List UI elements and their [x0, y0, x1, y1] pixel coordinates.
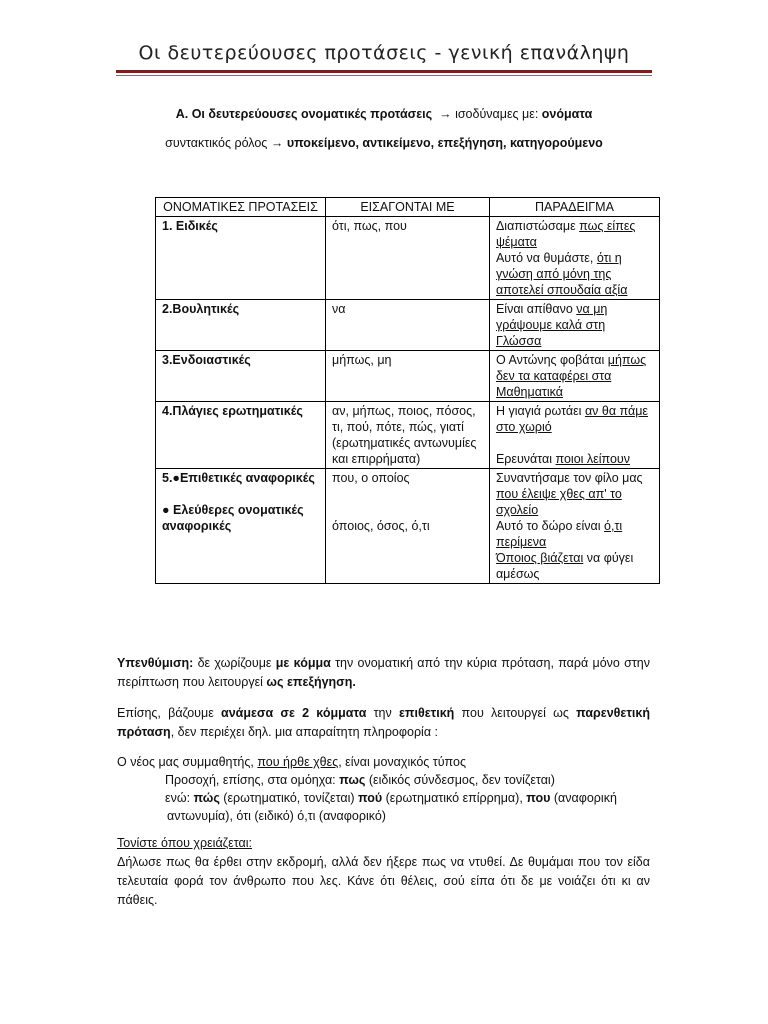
table-row: [156, 351, 660, 402]
table-row: [156, 300, 660, 351]
clause-type: 1. Ειδικές: [156, 217, 326, 300]
table-row: [156, 217, 660, 300]
reminder-paragraph: Υπενθύμιση: δε χωρίζουμε με κόμμα την ονοματική από την κύρια πρόταση, παρά μόνο στην περίπτωση που λειτουργεί ως επεξήγηση.: [117, 656, 650, 689]
exercise-section: [117, 834, 650, 910]
exercise-text: Δήλωσε πως θα έρθει στην εκδρομή, αλλά δεν ήξερε πως να ντυθεί. Δε θυμάμαι που τον είδα τελευταία φορά τον άνθρωπο που λες. Κάνε ότι θέλεις, σού είπα ότι δε με νοιάζει ότι κι αν πάθεις.: [117, 855, 650, 907]
clause-type: 5.●Επιθετικές αναφορικές ● Ελεύθερες ονοματικές αναφορικές: [156, 469, 326, 584]
table-header: ΟΝΟΜΑΤΙΚΕΣ ΠΡΟΤΑΣΕΙΣ: [156, 198, 326, 217]
clause-example: Είναι απίθανο να μη γράψουμε καλά στη Γλώσσα: [489, 300, 659, 351]
example-paragraph: Ο νέος μας συμμαθητής, που ήρθε χθες, είναι μοναχικός τύπος Προσοχή, επίσης, στα ομόηχα: πως (ειδικός σύνδεσμος, δεν τονίζεται) ενώ: πώς (ερωτηματικό, τονίζεται) πού (ερωτηματικό επίρρημα), που (αναφορική αντωνυμία), ότι (ειδικό) ό,τι (αναφορικό): [117, 755, 617, 823]
clause-type: 2.Βουλητικές: [156, 300, 326, 351]
clause-intro: αν, μήπως, ποιος, πόσος, τι, πού, πότε, πώς, γιατί (ερωτηματικές αντωνυμίες και επιρρήματα): [326, 402, 490, 469]
section-a-line2: συντακτικός ρόλος → υποκείμενο, αντικείμενο, επεξήγηση, κατηγορούμενο: [165, 136, 603, 150]
header-rule-thin: [116, 75, 652, 76]
clause-intro: να: [326, 300, 490, 351]
arrow-icon: →: [270, 136, 284, 150]
clause-example: Συναντήσαμε τον φίλο μας που έλειψε χθες απ' το σχολείο Αυτό το δώρο είναι ό,τι περίμενα Όποιος βιάζεται να φύγει αμέσως: [489, 469, 659, 584]
clauses-table: [155, 197, 660, 584]
also-paragraph: Επίσης, βάζουμε ανάμεσα σε 2 κόμματα την επιθετική που λειτουργεί ως παρενθετική πρόταση, δεν περιέχει δηλ. μια απαραίτητη πληροφορία :: [117, 706, 651, 739]
table-header: ΠΑΡΑΔΕΙΓΜΑ: [489, 198, 659, 217]
table-row: [156, 402, 660, 469]
page-title: Οι δευτερεύουσες προτάσεις - γενική επανάληψη: [138, 42, 630, 64]
section-a-line1: Α. Οι δευτερεύουσες ονοματικές προτάσεις → ισοδύναμες με: ονόματα: [175, 107, 593, 121]
arrow-icon: →: [439, 107, 452, 121]
clause-intro: μήπως, μη: [326, 351, 490, 402]
section-a-title: Α. Οι δευτερεύουσες ονοματικές προτάσεις: [175, 107, 433, 121]
clause-example: Η γιαγιά ρωτάει αν θα πάμε στο χωριό Ερευνάται ποιοι λείπουν: [489, 402, 659, 469]
table-row: [156, 469, 660, 584]
table-header-row: [156, 198, 660, 217]
clause-intro: ότι, πως, που: [326, 217, 490, 300]
table-header: ΕΙΣΑΓΟΝΤΑΙ ΜΕ: [326, 198, 490, 217]
header-rule: [116, 70, 652, 73]
clause-intro: που, ο οποίος όποιος, όσος, ό,τι: [326, 469, 490, 584]
clause-type: 3.Ενδοιαστικές: [156, 351, 326, 402]
exercise-title: Τονίστε όπου χρειάζεται:: [117, 836, 252, 850]
clause-example: Διαπιστώσαμε πως είπες ψέματα Αυτό να θυμάστε, ότι η γνώση από μόνη της αποτελεί σπουδαία αξία: [489, 217, 659, 300]
clause-example: Ο Αντώνης φοβάται μήπως δεν τα καταφέρει στα Μαθηματικά: [489, 351, 659, 402]
clause-type: 4.Πλάγιες ερωτηματικές: [156, 402, 326, 469]
